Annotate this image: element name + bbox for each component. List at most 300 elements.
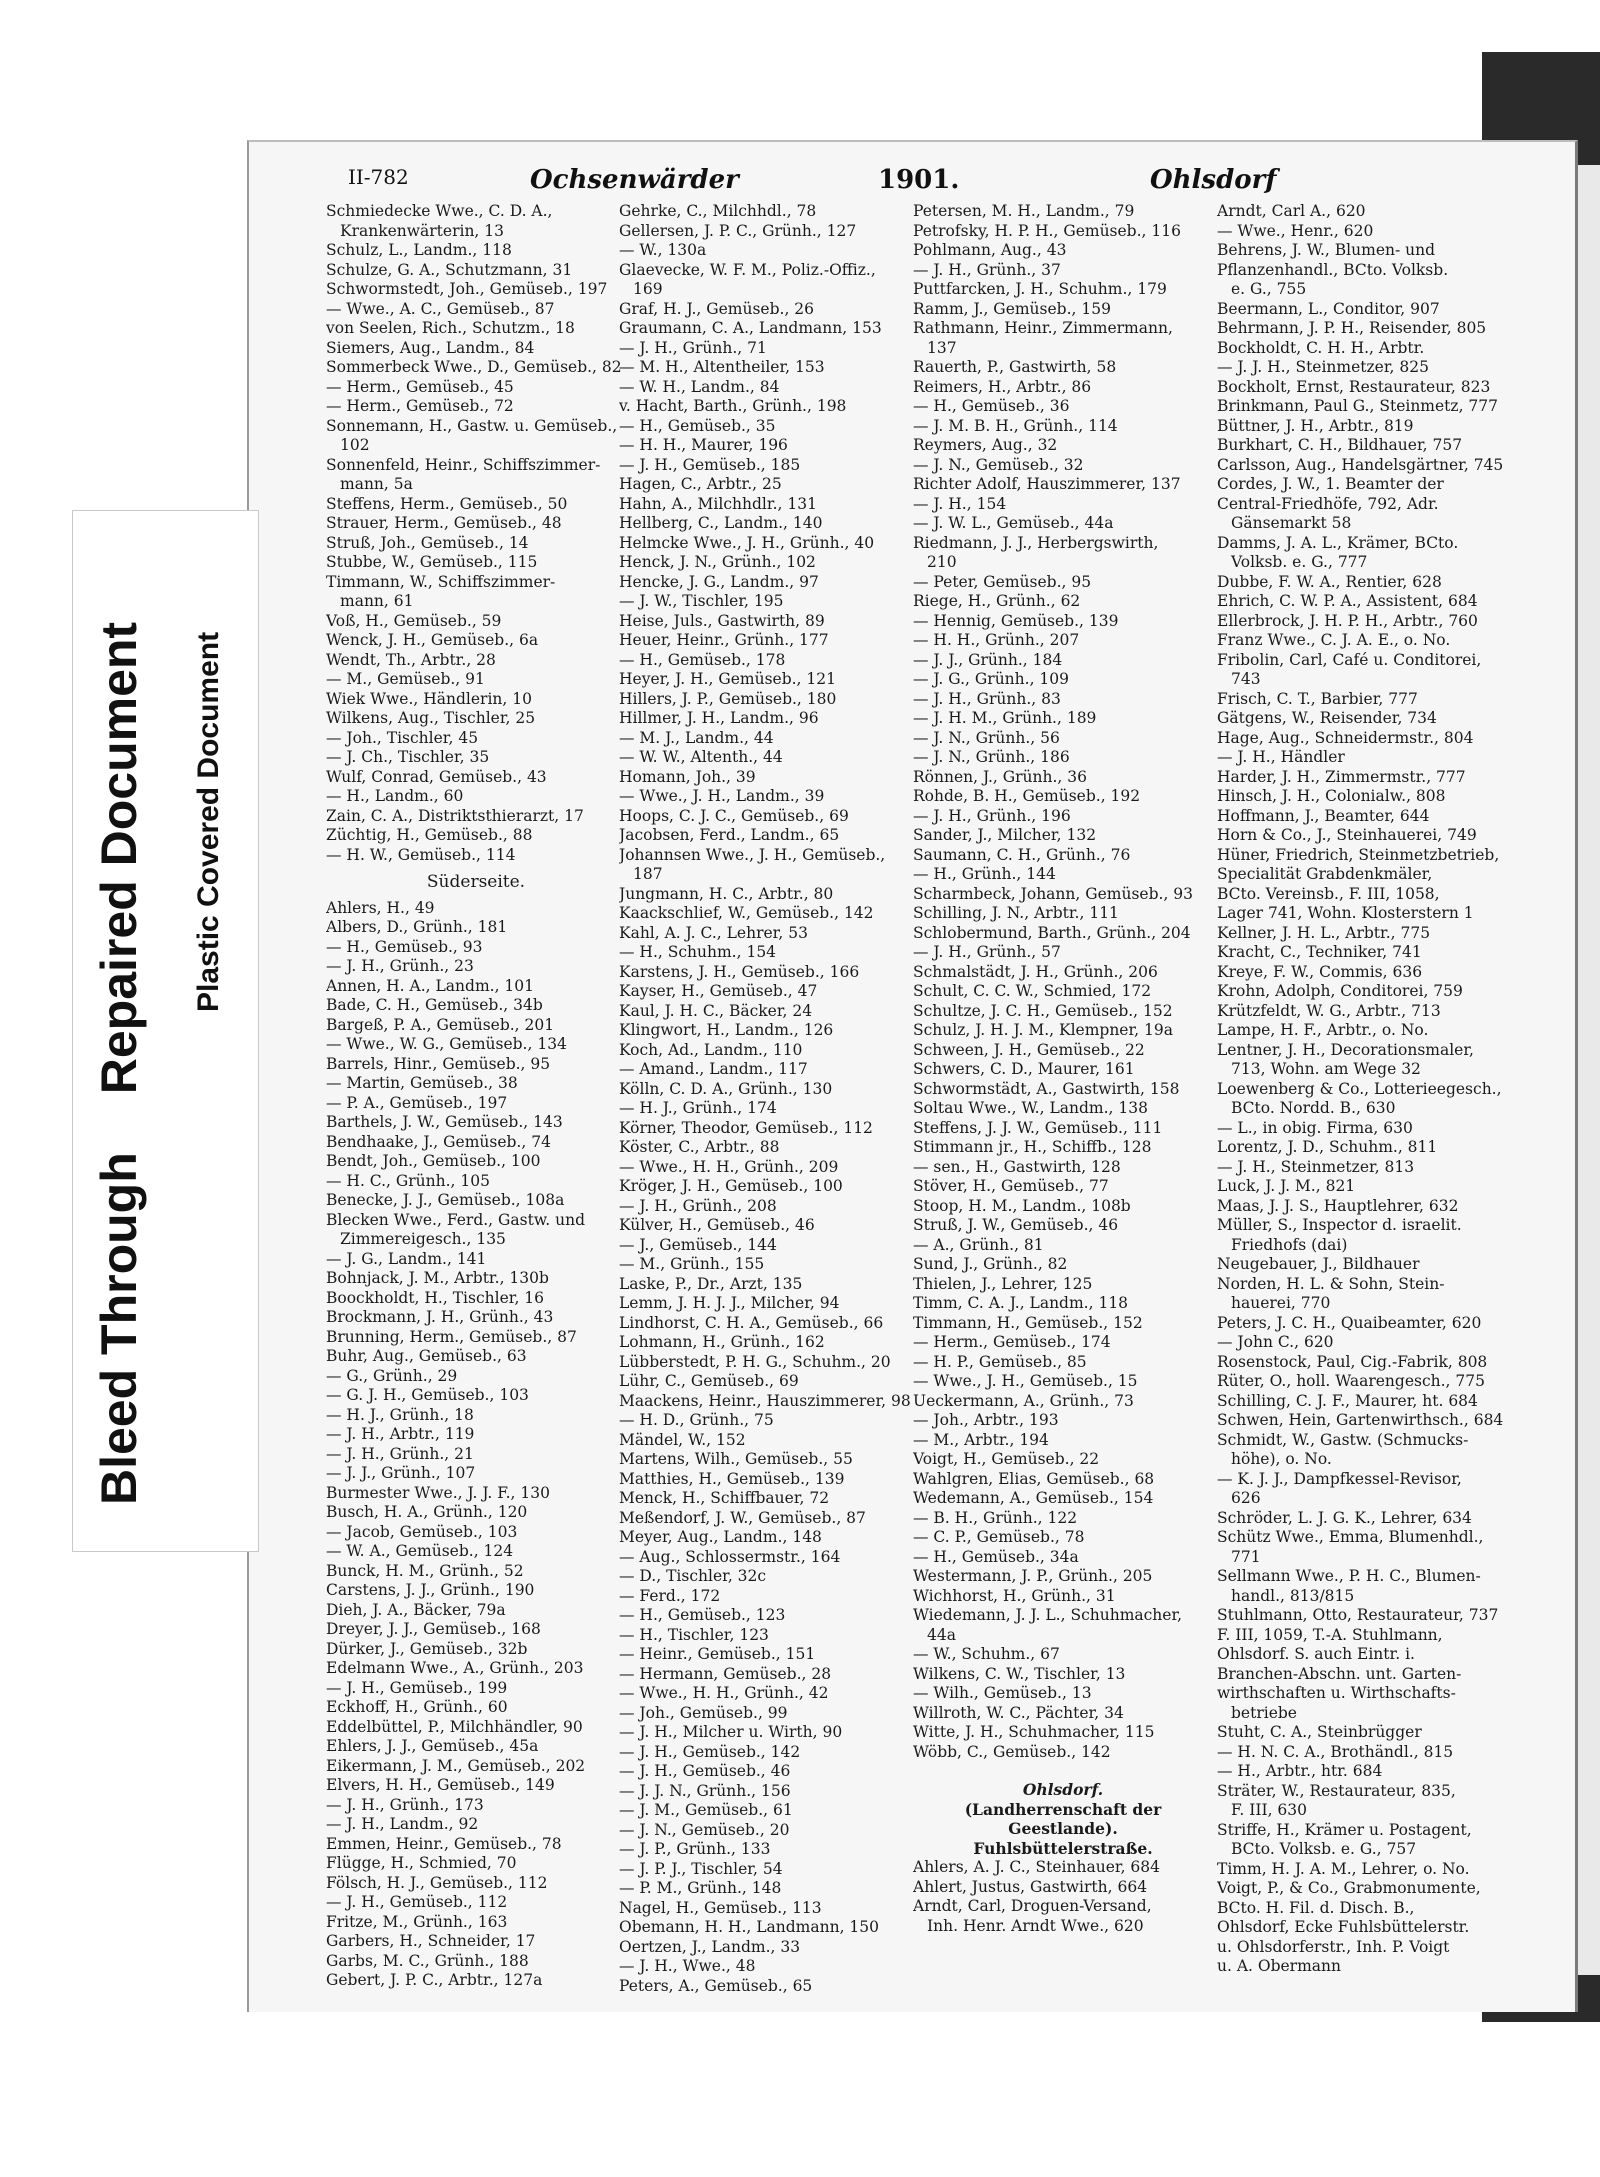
directory-entry: Sander, J., Milcher, 132 <box>913 826 1097 844</box>
directory-entry: Züchtig, H., Gemüseb., 88 <box>326 826 533 844</box>
directory-entry: Homann, Joh., 39 <box>619 767 756 786</box>
directory-entry: Petrofsky, H. P. H., Gemüseb., 116 <box>913 221 1181 240</box>
directory-entry: Reymers, Aug., 32 <box>913 436 1058 454</box>
directory-entry: — H. N. C. A., Brothändl., 815 <box>1217 1742 1454 1761</box>
directory-entry: Schulz, J. H. J. M., Klempner, 19a <box>913 1021 1174 1039</box>
directory-entry: — J. H., Gemüseb., 46 <box>619 1762 791 1780</box>
directory-entry: Neugebauer, J., Bildhauer <box>1217 1255 1420 1273</box>
directory-entry: Ahlers, H., 49 <box>326 898 435 917</box>
directory-entry: Ehrich, C. W. P. A., Assistent, 684 <box>1217 592 1478 610</box>
directory-entry: Burmester Wwe., J. J. F., 130 <box>326 1483 550 1502</box>
directory-entry: Meßendorf, J. W., Gemüseb., 87 <box>619 1508 866 1527</box>
directory-entry: Stuhlmann, Otto, Restaurateur, 737 <box>1217 1606 1499 1624</box>
directory-entry: Hellberg, C., Landm., 140 <box>619 514 823 532</box>
directory-entry: Laske, P., Dr., Arzt, 135 <box>619 1274 803 1293</box>
directory-entry: Frisch, C. T., Barbier, 777 <box>1217 689 1418 708</box>
directory-entry: Stuht, C. A., Steinbrügger <box>1217 1723 1422 1741</box>
directory-entry: — J. H., Wwe., 48 <box>619 1957 756 1975</box>
directory-entry: Elvers, H. H., Gemüseb., 149 <box>326 1776 555 1794</box>
directory-entry: Stoop, H. M., Landm., 108b <box>913 1196 1131 1215</box>
directory-entry: Körner, Theodor, Gemüseb., 112 <box>619 1118 873 1137</box>
directory-entry: Eddelbüttel, P., Milchhändler, 90 <box>326 1717 583 1736</box>
directory-entry: Voigt, H., Gemüseb., 22 <box>913 1450 1100 1468</box>
directory-entry: Wilkens, C. W., Tischler, 13 <box>913 1664 1126 1683</box>
directory-entry: — J. H., Grünh., 37 <box>913 260 1061 279</box>
directory-entry: Behrens, J. W., Blumen- und <box>1217 241 1436 259</box>
column-2 <box>619 202 919 1996</box>
directory-entry: Steffens, J. J. W., Gemüseb., 111 <box>913 1118 1163 1137</box>
directory-entry: Pflanzenhandl., BCto. Volksb. <box>1217 260 1449 279</box>
directory-entry: Hillers, J. P., Gemüseb., 180 <box>619 689 837 708</box>
directory-entry: höhe), o. No. <box>1231 1450 1332 1468</box>
directory-entry: Wiedemann, J. J. L., Schuhmacher, <box>913 1606 1183 1624</box>
running-head-left: Ochsenwärder <box>530 165 739 195</box>
directory-entry: Rosenstock, Paul, Cig.-Fabrik, 808 <box>1217 1352 1488 1371</box>
directory-entry: Beermann, L., Conditor, 907 <box>1217 299 1440 318</box>
directory-entry: Schilling, J. N., Arbtr., 111 <box>913 904 1119 922</box>
directory-entry: — Joh., Arbtr., 193 <box>913 1411 1059 1429</box>
directory-entry: Ahlert, Justus, Gastwirth, 664 <box>913 1877 1148 1896</box>
directory-entry: Barthels, J. W., Gemüseb., 143 <box>326 1113 563 1131</box>
directory-entry: Kölln, C. D. A., Grünh., 130 <box>619 1079 833 1098</box>
directory-entry: Schulz, L., Landm., 118 <box>326 241 512 259</box>
directory-entry: Obemann, H. H., Landmann, 150 <box>619 1918 880 1936</box>
directory-entry: Wulf, Conrad, Gemüseb., 43 <box>326 767 547 786</box>
running-head-right: Ohlsdorf <box>1150 165 1277 195</box>
directory-entry: Maackens, Heinr., Hauszimmerer, 98 <box>619 1391 911 1410</box>
directory-entry: — J. J. H., Steinmetzer, 825 <box>1217 358 1429 376</box>
directory-entry: Voigt, P., & Co., Grabmonumente, <box>1217 1879 1481 1897</box>
directory-entry: Gellersen, J. P. C., Grünh., 127 <box>619 221 857 240</box>
directory-entry: Bunck, H. M., Grünh., 52 <box>326 1561 524 1580</box>
directory-entry: Riedmann, J. J., Herbergswirth, <box>913 533 1159 552</box>
directory-entry: — W. W., Altenth., 44 <box>619 748 783 766</box>
directory-entry: — Hermann, Gemüseb., 28 <box>619 1664 832 1683</box>
directory-entry: — J. H., Grünh., 173 <box>326 1795 484 1814</box>
directory-entry: Lemm, J. H. J. J., Milcher, 94 <box>619 1294 840 1312</box>
directory-entry: Schwers, C. D., Maurer, 161 <box>913 1060 1135 1078</box>
directory-entry: — G., Grünh., 29 <box>326 1366 458 1385</box>
directory-entry: — J. N., Gemüseb., 20 <box>619 1820 790 1839</box>
directory-entry: BCto. Volksb. e. G., 757 <box>1231 1840 1417 1858</box>
directory-entry: Luck, J. J. M., 821 <box>1217 1177 1356 1195</box>
directory-entry: — A., Grünh., 81 <box>913 1235 1044 1254</box>
directory-entry: Reimers, H., Arbtr., 86 <box>913 377 1092 396</box>
directory-entry: — J. P., Grünh., 133 <box>619 1840 771 1858</box>
directory-entry: — Martin, Gemüseb., 38 <box>326 1074 518 1092</box>
directory-entry: Hencke, J. G., Landm., 97 <box>619 572 819 591</box>
directory-entry: Kellner, J. H. L., Arbtr., 775 <box>1217 923 1431 942</box>
directory-entry: — J. H., Gemüseb., 142 <box>619 1742 801 1761</box>
directory-entry: — H., Gemüseb., 123 <box>619 1606 786 1624</box>
directory-entry: Arndt, Carl A., 620 <box>1217 202 1366 220</box>
directory-entry: Timm, H. J. A. M., Lehrer, o. No. <box>1217 1859 1470 1878</box>
directory-entry: Hüner, Friedrich, Steinmetzbetrieb, <box>1217 845 1500 864</box>
directory-entry: Strauer, Herm., Gemüseb., 48 <box>326 514 562 532</box>
directory-entry: Riege, H., Grünh., 62 <box>913 592 1081 610</box>
directory-entry: Fribolin, Carl, Café u. Conditorei, <box>1217 650 1482 669</box>
directory-entry: Menck, H., Schiffbauer, 72 <box>619 1489 830 1507</box>
directory-entry: — J. H., Gemüseb., 185 <box>619 455 801 474</box>
directory-entry: — H. H., Grünh., 207 <box>913 631 1080 649</box>
directory-entry: Siemers, Aug., Landm., 84 <box>326 338 535 357</box>
directory-entry: Lorentz, J. D., Schuhm., 811 <box>1217 1138 1438 1156</box>
directory-entry: — J. H., Landm., 92 <box>326 1815 479 1833</box>
directory-entry: Schult, C. C. W., Schmied, 172 <box>913 982 1152 1000</box>
directory-entry: — Wwe., H. H., Grünh., 209 <box>619 1157 839 1176</box>
directory-entry: Loewenberg & Co., Lotterieegesch., <box>1217 1079 1502 1098</box>
directory-entry: Albers, D., Grünh., 181 <box>326 918 508 936</box>
directory-entry: Timmann, H., Gemüseb., 152 <box>913 1313 1143 1332</box>
directory-entry: — J., Gemüseb., 144 <box>619 1235 777 1254</box>
directory-entry: — Wilh., Gemüseb., 13 <box>913 1684 1092 1702</box>
directory-entry: — J. N., Gemüseb., 32 <box>913 455 1084 474</box>
directory-entry: — W. H., Landm., 84 <box>619 377 780 396</box>
section-heading: (Landherrenschaft der <box>964 1799 1162 1819</box>
directory-entry: Harder, J. H., Zimmermstr., 777 <box>1217 767 1466 786</box>
directory-entry: Schwen, Hein, Gartenwirthsch., 684 <box>1217 1411 1504 1429</box>
directory-entry: Norden, H. L. & Sohn, Stein- <box>1217 1274 1445 1293</box>
directory-entry: F. III, 630 <box>1231 1801 1308 1819</box>
directory-entry: — J. W. L., Gemüseb., 44a <box>913 514 1114 532</box>
directory-entry: Volksb. e. G., 777 <box>1231 553 1368 571</box>
directory-entry: — H. J., Grünh., 174 <box>619 1099 777 1117</box>
directory-entry: — Jacob, Gemüseb., 103 <box>326 1522 518 1541</box>
directory-entry: Krohn, Adolph, Conditorei, 759 <box>1217 982 1463 1000</box>
directory-entry: Mändel, W., 152 <box>619 1430 746 1449</box>
directory-entry: — Herm., Gemüseb., 72 <box>326 397 514 415</box>
directory-entry: — J. H., Milcher u. Wirth, 90 <box>619 1723 843 1741</box>
directory-entry: Fritze, M., Grünh., 163 <box>326 1912 508 1931</box>
directory-entry: — H. W., Gemüseb., 114 <box>326 845 516 864</box>
directory-entry: Steffens, Herm., Gemüseb., 50 <box>326 494 568 513</box>
directory-entry: — W. A., Gemüseb., 124 <box>326 1542 514 1560</box>
directory-entry: handl., 813/815 <box>1231 1586 1355 1605</box>
directory-entry: Lindhorst, C. H. A., Gemüseb., 66 <box>619 1313 884 1332</box>
directory-entry: Friedhofs (dai) <box>1231 1235 1348 1254</box>
directory-entry: — J. M., Gemüseb., 61 <box>619 1801 793 1819</box>
directory-entry: Gehrke, C., Milchhdl., 78 <box>619 202 817 220</box>
directory-entry: — Herm., Gemüseb., 174 <box>913 1333 1111 1351</box>
directory-entry: Barrels, Hinr., Gemüseb., 95 <box>326 1054 551 1073</box>
directory-entry: Flügge, H., Schmied, 70 <box>326 1854 517 1872</box>
directory-entry: Köster, C., Arbtr., 88 <box>619 1138 780 1156</box>
directory-entry: Lübberstedt, P. H. G., Schuhm., 20 <box>619 1352 891 1371</box>
directory-entry: Voß, H., Gemüseb., 59 <box>326 611 502 630</box>
directory-entry: Ohlsdorf, Ecke Fuhlsbüttelerstr. <box>1217 1918 1470 1936</box>
directory-entry: — Amand., Landm., 117 <box>619 1060 808 1078</box>
directory-entry: Garbs, M. C., Grünh., 188 <box>326 1951 529 1970</box>
directory-entry: Peters, A., Gemüseb., 65 <box>619 1976 813 1995</box>
directory-entry: Branchen-Abschn. unt. Garten- <box>1217 1664 1462 1683</box>
directory-entry: Ahlers, A. J. C., Steinhauer, 684 <box>913 1858 1161 1876</box>
directory-entry: Sträter, W., Restaurateur, 835, <box>1217 1781 1456 1800</box>
directory-entry: — Wwe., J. H., Landm., 39 <box>619 787 825 805</box>
directory-entry: — J. H., Gemüseb., 199 <box>326 1678 508 1697</box>
directory-entry: Schulze, G. A., Schutzmann, 31 <box>326 260 573 279</box>
directory-entry: Kahl, A. J. C., Lehrer, 53 <box>619 923 808 942</box>
directory-entry: Graf, H. J., Gemüseb., 26 <box>619 299 815 318</box>
directory-entry: 771 <box>1231 1547 1261 1566</box>
directory-entry: Central-Friedhöfe, 792, Adr. <box>1217 494 1439 513</box>
directory-entry: — J. H., Grünh., 71 <box>619 338 767 357</box>
directory-entry: Thielen, J., Lehrer, 125 <box>913 1274 1093 1293</box>
directory-entry: Ramm, J., Gemüseb., 159 <box>913 299 1111 318</box>
directory-entry: Benecke, J. J., Gemüseb., 108a <box>326 1191 565 1209</box>
directory-entry: Scharmbeck, Johann, Gemüseb., 93 <box>913 884 1194 903</box>
directory-entry: Krützfeldt, W. G., Arbtr., 713 <box>1217 1001 1441 1020</box>
directory-entry: Blecken Wwe., Ferd., Gastw. und <box>326 1210 585 1229</box>
directory-entry: Burkhart, C. H., Bildhauer, 757 <box>1217 436 1463 454</box>
directory-entry: Wiek Wwe., Händlerin, 10 <box>326 689 532 708</box>
directory-entry: — Aug., Schlossermstr., 164 <box>619 1547 841 1566</box>
directory-entry: — H., Grünh., 144 <box>913 865 1056 883</box>
directory-entry: Sonnemann, H., Gastw. u. Gemüseb., <box>326 416 618 435</box>
directory-entry: Pohlmann, Aug., 43 <box>913 241 1067 259</box>
directory-entry: — H., Gemüseb., 35 <box>619 416 776 435</box>
directory-entry: Dreyer, J. J., Gemüseb., 168 <box>326 1620 541 1638</box>
directory-entry: — M., Grünh., 155 <box>619 1255 765 1273</box>
directory-entry: 187 <box>633 865 663 883</box>
directory-entry: — J. N., Grünh., 186 <box>913 748 1070 766</box>
directory-entry: Buhr, Aug., Gemüseb., 63 <box>326 1347 527 1365</box>
directory-entry: mann, 61 <box>340 592 414 610</box>
directory-entry: — L., in obig. Firma, 630 <box>1217 1118 1413 1137</box>
directory-entry: Schwormstädt, A., Gastwirth, 158 <box>913 1079 1180 1098</box>
directory-entry: 44a <box>927 1625 956 1644</box>
directory-entry: Brockmann, J. H., Grünh., 43 <box>326 1308 554 1326</box>
directory-entry: Bohnjack, J. M., Arbtr., 130b <box>326 1269 549 1287</box>
directory-entry: BCto. Nordd. B., 630 <box>1231 1099 1396 1117</box>
directory-entry: — H. H., Maurer, 196 <box>619 436 788 454</box>
directory-entry: Edelmann Wwe., A., Grünh., 203 <box>326 1659 584 1677</box>
directory-entry: von Seelen, Rich., Schutzm., 18 <box>326 319 575 337</box>
directory-entry: Bendhaake, J., Gemüseb., 74 <box>326 1132 551 1151</box>
directory-entry: — Wwe., W. G., Gemüseb., 134 <box>326 1035 567 1053</box>
directory-entry: — J. H., Arbtr., 119 <box>326 1425 475 1443</box>
directory-entry: Jungmann, H. C., Arbtr., 80 <box>619 884 834 903</box>
directory-entry: — Wwe., Henr., 620 <box>1217 221 1374 240</box>
directory-entry: — J. J., Grünh., 107 <box>326 1464 476 1482</box>
directory-entry: Striffe, H., Krämer u. Postagent, <box>1217 1820 1472 1839</box>
directory-entry: Müller, S., Inspector d. israelit. <box>1217 1216 1462 1234</box>
directory-entry: Ehlers, J. J., Gemüseb., 45a <box>326 1737 539 1755</box>
directory-entry: Henck, J. N., Grünh., 102 <box>619 553 816 571</box>
directory-entry: Behrmann, J. P. H., Reisender, 805 <box>1217 319 1487 337</box>
directory-entry: — J. H., Grünh., 83 <box>913 689 1061 708</box>
directory-entry: Schlobermund, Barth., Grünh., 204 <box>913 923 1191 942</box>
directory-entry: Lager 741, Wohn. Klosterstern 1 <box>1217 904 1474 922</box>
directory-entry: e. G., 755 <box>1231 280 1307 298</box>
directory-entry: — H. P., Gemüseb., 85 <box>913 1352 1087 1371</box>
directory-entry: Heise, Juls., Gastwirth, 89 <box>619 611 825 630</box>
directory-entry: 713, Wohn. am Wege 32 <box>1231 1060 1421 1078</box>
directory-entry: Wahlgren, Elias, Gemüseb., 68 <box>913 1469 1155 1488</box>
directory-entry: Timmann, W., Schiffszimmer- <box>326 572 556 591</box>
directory-entry: 743 <box>1231 670 1261 688</box>
directory-entry: — G. J. H., Gemüseb., 103 <box>326 1386 529 1404</box>
directory-entry: Timm, C. A. J., Landm., 118 <box>913 1294 1129 1312</box>
directory-entry: — M. H., Altentheiler, 153 <box>619 358 825 376</box>
directory-entry: — J. W., Tischler, 195 <box>619 592 784 610</box>
directory-entry: Schween, J. H., Gemüseb., 22 <box>913 1040 1145 1059</box>
directory-entry: Specialität Grabdenkmäler, <box>1217 865 1433 883</box>
directory-entry: Eikermann, J. M., Gemüseb., 202 <box>326 1756 586 1775</box>
directory-entry: Helmcke Wwe., J. H., Grünh., 40 <box>619 533 875 552</box>
directory-entry: F. III, 1059, T.-A. Stuhlmann, <box>1217 1625 1443 1644</box>
directory-entry: Koch, Ad., Landm., 110 <box>619 1040 803 1059</box>
directory-entry: Glaevecke, W. F. M., Poliz.-Offiz., <box>619 260 876 279</box>
directory-entry: — J. J. N., Grünh., 156 <box>619 1781 791 1800</box>
directory-entry: — Ferd., 172 <box>619 1586 721 1605</box>
directory-entry: Zain, C. A., Distriktsthierarzt, 17 <box>326 806 584 825</box>
directory-entry: — W., Schuhm., 67 <box>913 1645 1060 1663</box>
directory-entry: Rönnen, J., Grünh., 36 <box>913 767 1088 786</box>
directory-entry: Matthies, H., Gemüseb., 139 <box>619 1469 845 1488</box>
directory-entry: Wendt, Th., Arbtr., 28 <box>326 650 496 669</box>
directory-entry: Wilkens, Aug., Tischler, 25 <box>326 709 536 727</box>
directory-entry: Bade, C. H., Gemüseb., 34b <box>326 996 543 1014</box>
directory-entry: u. Ohlsdorferstr., Inh. P. Voigt <box>1217 1937 1450 1956</box>
directory-entry: — J. P. J., Tischler, 54 <box>619 1859 783 1878</box>
directory-entry: Bockholdt, C. H. H., Arbtr. <box>1217 338 1425 357</box>
directory-entry: — D., Tischler, 32c <box>619 1567 767 1585</box>
directory-entry: Meyer, Aug., Landm., 148 <box>619 1528 822 1546</box>
directory-entry: Carlsson, Aug., Handelsgärtner, 745 <box>1217 455 1504 474</box>
directory-entry: — Hennig, Gemüseb., 139 <box>913 611 1119 630</box>
directory-entry: Nagel, H., Gemüseb., 113 <box>619 1898 822 1917</box>
directory-entry: — J. G., Grünh., 109 <box>913 670 1070 688</box>
directory-entry: Hoops, C. J. C., Gemüseb., 69 <box>619 806 849 825</box>
directory-entry: Puttfarcken, J. H., Schuhm., 179 <box>913 280 1167 298</box>
directory-entry: Schmalstädt, J. H., Grünh., 206 <box>913 962 1158 981</box>
directory-entry: — B. H., Grünh., 122 <box>913 1508 1078 1527</box>
directory-entry: Annen, H. A., Landm., 101 <box>326 976 535 995</box>
directory-entry: Bargeß, P. A., Gemüseb., 201 <box>326 1015 555 1034</box>
directory-entry: — J. H., Grünh., 23 <box>326 957 474 975</box>
directory-entry: Busch, H. A., Grünh., 120 <box>326 1503 528 1521</box>
directory-entry: — P. A., Gemüseb., 197 <box>326 1093 508 1112</box>
directory-entry: Rüter, O., holl. Waarengesch., 775 <box>1217 1372 1485 1390</box>
directory-entry: Horn & Co., J., Steinhauerei, 749 <box>1217 826 1477 844</box>
directory-entry: — Wwe., A. C., Gemüseb., 87 <box>326 299 555 318</box>
directory-entry: Stubbe, W., Gemüseb., 115 <box>326 553 538 571</box>
directory-entry: u. A. Obermann <box>1217 1957 1341 1975</box>
directory-entry: — M., Gemüseb., 91 <box>326 670 485 688</box>
directory-entry: Westermann, J. P., Grünh., 205 <box>913 1567 1153 1585</box>
top-margin <box>0 0 1600 52</box>
directory-entry: Schultze, J. C. H., Gemüseb., 152 <box>913 1001 1173 1020</box>
directory-entry: — J. H. M., Grünh., 189 <box>913 709 1097 727</box>
directory-entry: Struß, Joh., Gemüseb., 14 <box>326 533 529 552</box>
directory-entry: Sonnenfeld, Heinr., Schiffszimmer- <box>326 455 601 474</box>
directory-entry: 102 <box>340 436 370 454</box>
directory-entry: — P. M., Grünh., 148 <box>619 1879 782 1897</box>
directory-entry: Inh. Henr. Arndt Wwe., 620 <box>927 1916 1144 1935</box>
directory-entry: — H. J., Grünh., 18 <box>326 1405 474 1424</box>
plastic-covered-label: Plastic Covered Document <box>192 631 225 1012</box>
directory-entry: Maas, J. J. S., Hauptlehrer, 632 <box>1217 1196 1459 1215</box>
directory-entry: — Joh., Gemüseb., 99 <box>619 1703 788 1722</box>
directory-entry: Boockholdt, H., Tischler, 16 <box>326 1288 545 1307</box>
directory-entry: Schütz Wwe., Emma, Blumenhdl., <box>1217 1528 1484 1546</box>
directory-entry: Ueckermann, A., Grünh., 73 <box>913 1391 1134 1410</box>
directory-entry: — H. C., Grünh., 105 <box>326 1171 490 1190</box>
directory-entry: Emmen, Heinr., Gemüseb., 78 <box>326 1834 562 1853</box>
directory-entry: — H. D., Grünh., 75 <box>619 1411 774 1429</box>
directory-entry: Garbers, H., Schneider, 17 <box>326 1932 536 1950</box>
directory-entry: Hillmer, J. H., Landm., 96 <box>619 709 819 727</box>
column-3 <box>913 202 1213 1936</box>
directory-entry: Gebert, J. P. C., Arbtr., 127a <box>326 1971 543 1989</box>
directory-entry: Dürker, J., Gemüseb., 32b <box>326 1639 528 1658</box>
directory-entry: Heuer, Heinr., Grünh., 177 <box>619 631 829 649</box>
page-number: II-782 <box>348 165 409 189</box>
repaired-document-label: Repaired Document <box>91 621 147 1095</box>
directory-entry: Kreye, F. W., Commis, 636 <box>1217 962 1423 981</box>
directory-entry: Kaackschlief, W., Gemüseb., 142 <box>619 904 874 922</box>
directory-entry: Saumann, C. H., Grünh., 76 <box>913 845 1131 864</box>
directory-entry: Schröder, L. J. G. K., Lehrer, 634 <box>1217 1508 1472 1527</box>
directory-entry: BCto. Vereinsb., F. III, 1058, <box>1217 884 1440 903</box>
directory-entry: Gänsemarkt 58 <box>1231 514 1352 532</box>
directory-entry: — Joh., Tischler, 45 <box>326 728 479 747</box>
directory-entry: Bockholt, Ernst, Restaurateur, 823 <box>1217 377 1491 396</box>
directory-entry: 210 <box>927 553 957 571</box>
directory-entry: Richter Adolf, Hauszimmerer, 137 <box>913 475 1181 493</box>
directory-entry: Schilling, C. J. F., Maurer, ht. 684 <box>1217 1391 1478 1410</box>
directory-entry: — M., Arbtr., 194 <box>913 1430 1049 1449</box>
directory-entry: — Wwe., J. H., Gemüseb., 15 <box>913 1372 1138 1390</box>
directory-entry: Jacobsen, Ferd., Landm., 65 <box>619 826 840 844</box>
section-heading: Süderseite. <box>426 873 526 892</box>
directory-entry: Struß, J. W., Gemüseb., 46 <box>913 1216 1119 1234</box>
directory-entry: Damms, J. A. L., Krämer, BCto. <box>1217 533 1459 552</box>
directory-entry: BCto. H. Fil. d. Disch. B., <box>1217 1898 1415 1917</box>
directory-entry: Wenck, J. H., Gemüseb., 6a <box>326 631 539 649</box>
directory-entry: betriebe <box>1231 1703 1297 1722</box>
directory-entry: Carstens, J. J., Grünh., 190 <box>326 1581 535 1599</box>
directory-entry: Schwormstedt, Joh., Gemüseb., 197 <box>326 280 608 298</box>
directory-entry: Dieh, J. A., Bäcker, 79a <box>326 1600 506 1619</box>
directory-entry: Wöbb, C., Gemüseb., 142 <box>913 1742 1111 1761</box>
directory-entry: Martens, Wilh., Gemüseb., 55 <box>619 1450 853 1468</box>
directory-entry: Arndt, Carl, Droguen-Versand, <box>913 1897 1152 1915</box>
directory-entry: Hinsch, J. H., Colonialw., 808 <box>1217 787 1446 805</box>
target-label-line1 <box>90 622 148 1505</box>
directory-entry: Zimmereigesch., 135 <box>340 1230 506 1248</box>
directory-entry: Witte, J. H., Schuhmacher, 115 <box>913 1723 1155 1741</box>
directory-entry: — John C., 620 <box>1217 1333 1334 1351</box>
directory-entry: Külver, H., Gemüseb., 46 <box>619 1216 815 1234</box>
directory-entry: — Wwe., H. H., Grünh., 42 <box>619 1684 829 1702</box>
directory-entry: hauerei, 770 <box>1231 1294 1331 1312</box>
directory-entry: Büttner, J. H., Arbtr., 819 <box>1217 416 1414 435</box>
directory-entry: Wedemann, A., Gemüseb., 154 <box>913 1489 1154 1507</box>
directory-entry: — J. H., Grünh., 208 <box>619 1196 777 1215</box>
directory-entry: — J. H., 154 <box>913 494 1007 513</box>
directory-entry: Eckhoff, H., Grünh., 60 <box>326 1698 508 1716</box>
directory-entry: — W., 130a <box>619 241 707 259</box>
directory-entry: Sund, J., Grünh., 82 <box>913 1255 1068 1273</box>
directory-entry: — H., Landm., 60 <box>326 787 464 805</box>
directory-entry: Sommerbeck Wwe., D., Gemüseb., 82 <box>326 358 622 376</box>
directory-entry: Sellmann Wwe., P. H. C., Blumen- <box>1217 1567 1481 1585</box>
directory-entry: — H., Tischler, 123 <box>619 1625 769 1644</box>
directory-entry: Hage, Aug., Schneidermstr., 804 <box>1217 728 1474 747</box>
directory-entry: Stimmann jr., H., Schiffb., 128 <box>913 1138 1152 1156</box>
directory-entry: — Peter, Gemüseb., 95 <box>913 572 1092 591</box>
